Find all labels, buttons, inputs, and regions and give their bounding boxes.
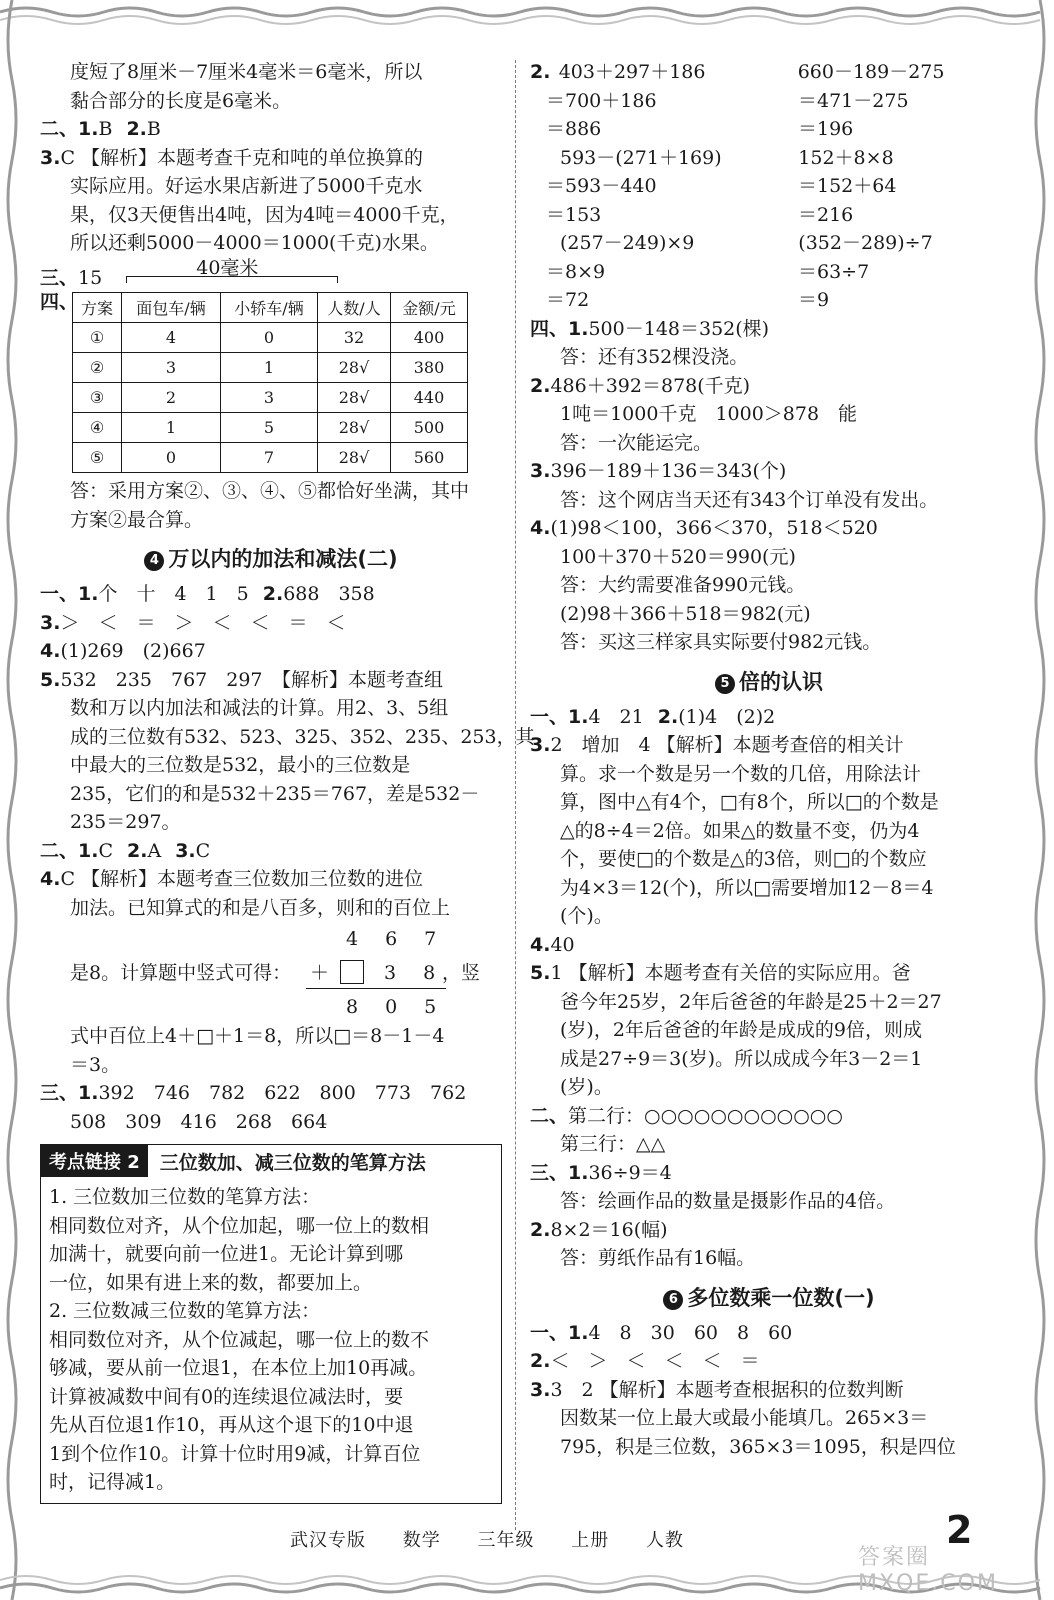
text-line: 1吨＝1000千克 1000＞878 能 bbox=[560, 403, 858, 425]
answer-line: 答：剪纸作品有16幅。 bbox=[560, 1247, 756, 1269]
table-row: ③ 2 3 28√ 440 bbox=[73, 383, 468, 413]
question-line: 5.1 【解析】本题考查有关倍的实际应用。爸 bbox=[530, 962, 911, 984]
text-line: 时，记得减1。 bbox=[49, 1471, 176, 1493]
section-title: 4 万以内的加法和减法(二) bbox=[40, 540, 502, 578]
calc-row: ＝886 ＝196 bbox=[546, 118, 854, 140]
footer-subject: 数学 bbox=[402, 1530, 441, 1551]
decorative-border-left bbox=[0, 0, 26, 1600]
text-line: 所以还剩5000－4000＝1000(千克)水果。 bbox=[70, 232, 439, 254]
text-line: 算。求一个数是另一个数的几倍，用除法计 bbox=[560, 762, 922, 785]
table-header: 金额/元 bbox=[391, 293, 468, 323]
decorative-border-top bbox=[0, 0, 1054, 30]
text-line: 计算被减数中间有0的连续退位减法时，要 bbox=[49, 1385, 404, 1408]
question-line: 3.＞ ＜ ＝ ＞ ＜ ＜ ＝ ＜ bbox=[40, 611, 346, 634]
text-line: 先从百位退1作10，再从这个退下的10中退 bbox=[49, 1414, 414, 1436]
question-line: 三、15 40毫米 bbox=[40, 258, 502, 293]
text-line: 相同数位对齐，从个位加起，哪一位上的数相 bbox=[49, 1214, 430, 1237]
question-line: 5.532 235 767 297 【解析】本题考查组 bbox=[40, 668, 444, 691]
question-line: 3.3 2 【解析】本题考查根据积的位数判断 bbox=[530, 1378, 904, 1401]
table-row: ② 3 1 28√ 380 bbox=[73, 353, 468, 383]
text-line: (2)98＋366＋518＝982(元) bbox=[560, 602, 811, 625]
text-line: (个)。 bbox=[560, 905, 613, 927]
answer-line: 答：这个网店当天还有343个订单没有发出。 bbox=[560, 488, 939, 511]
page-footer bbox=[290, 1526, 714, 1552]
measurement-bracket: 40毫米 bbox=[126, 258, 346, 284]
text-line: 算，图中△有4个，□有8个，所以□的个数是 bbox=[560, 791, 939, 813]
answer-line: 方案②最合算。 bbox=[70, 508, 204, 531]
vertical-calculation: 4 6 7 是8。计算题中竖式可得： ＋ 3 8 ，竖 8 0 5 bbox=[70, 928, 481, 1018]
key-point-tag: 考点链接 2 bbox=[41, 1145, 148, 1177]
footer-volume: 上册 bbox=[571, 1530, 610, 1551]
text-line: 795，积是三位数，365×3＝1095，积是四位 bbox=[560, 1435, 956, 1458]
answer-line: 答：采用方案②、③、④、⑤都恰好坐满，其中 bbox=[70, 480, 470, 502]
key-point-title: 三位数加、减三位数的笔算方法 bbox=[159, 1151, 426, 1174]
text-line: 度短了8厘米－7厘米4毫米＝6毫米，所以 bbox=[70, 61, 423, 83]
text-line: 235，它们的和是532＋235＝767，差是532－ bbox=[70, 782, 480, 805]
question-line: 二、1.B 2.B bbox=[40, 118, 161, 140]
question-line: 一、1.4 21 2.(1)4 (2)2 bbox=[530, 705, 776, 728]
question-line: 3.2 增加 4 【解析】本题考查倍的相关计 bbox=[530, 734, 904, 756]
sum-line bbox=[306, 988, 446, 989]
text-line: 508 309 416 268 664 bbox=[70, 1110, 328, 1133]
calc-row: 593－(271＋169) 152＋8×8 bbox=[560, 146, 894, 169]
table-row: ⑤ 0 7 28√ 560 bbox=[73, 443, 468, 473]
text-line: 数和万以内加法和减法的计算。用2、3、5组 bbox=[70, 697, 449, 719]
question-line: 一、1.4 8 30 60 8 60 bbox=[530, 1321, 793, 1344]
footer-grade: 三年级 bbox=[477, 1530, 535, 1551]
key-point-header bbox=[41, 1145, 501, 1177]
answer-line: 答：买这三样家具实际要付982元钱。 bbox=[560, 631, 882, 653]
question-line: 三、1.392 746 782 622 800 773 762 bbox=[40, 1082, 467, 1104]
question-line: 四、1.500－148＝352(棵) bbox=[530, 317, 770, 340]
text-line: 1到个位作10。计算十位时用9减，计算百位 bbox=[49, 1442, 421, 1465]
answer-line: 答：一次能运完。 bbox=[560, 431, 713, 454]
table-header-row bbox=[73, 293, 468, 323]
calc-row: (257－249)×9 (352－289)÷7 bbox=[560, 232, 933, 254]
calc-row: ＝153 ＝216 bbox=[546, 203, 854, 226]
text-line: 爸今年25岁，2年后爸爸的年龄是25＋2＝27 bbox=[560, 990, 942, 1013]
text-line: 加法。已知算式的和是八百多，则和的百位上 bbox=[70, 896, 451, 919]
text-line: 为4×3＝12(个)，所以□需要增加12－8＝4 bbox=[560, 876, 934, 899]
text-line: 成是27÷9＝3(岁)。所以成成今年3－2＝1 bbox=[560, 1047, 923, 1070]
answer-line: 答：大约需要准备990元钱。 bbox=[560, 574, 806, 596]
footer-edition: 武汉专版 bbox=[290, 1530, 366, 1551]
plan-table-block: 四、 方案 面包车/辆 小轿车/辆 人数/人 金额/元 ① 4 0 32 400 ② 3 1 28√ 380 ③ 2 3 28√ 440 ④ 1 5 28√ 500 ⑤ 0 7 28√ 560 bbox=[40, 292, 502, 473]
text-line: 1. 三位数加三位数的笔算方法： bbox=[49, 1186, 321, 1208]
table-row: ① 4 0 32 400 bbox=[73, 323, 468, 353]
text-line: 一位，如果有进上来的数，都要加上。 bbox=[49, 1271, 373, 1294]
calc-row: ＝593－440 ＝152＋64 bbox=[546, 175, 897, 197]
question-line: 2.＜ ＞ ＜ ＜ ＜ ＝ bbox=[530, 1350, 760, 1372]
section-title: 5 倍的认识 bbox=[530, 663, 1008, 701]
footer-publisher: 人教 bbox=[645, 1530, 684, 1551]
answer-line: 答：还有352棵没浇。 bbox=[560, 346, 749, 368]
calc-row: 2. 403＋297＋186 660－189－275 bbox=[530, 61, 945, 83]
text-line: 中最大的三位数是532，最小的三位数是 bbox=[70, 754, 411, 776]
right-column bbox=[530, 58, 1008, 1461]
text-line: 2. 三位数减三位数的笔算方法： bbox=[49, 1300, 321, 1322]
question-line: 2.486＋392＝878(千克) bbox=[530, 374, 751, 397]
question-line: 三、1.36÷9＝4 bbox=[530, 1161, 672, 1184]
text-line: (岁)。 bbox=[560, 1076, 613, 1098]
question-line: 二、1.C 2.A 3.C bbox=[40, 839, 211, 862]
question-line: 4.(1)98＜100，366＜370，518＜520 bbox=[530, 517, 878, 539]
text-line: 个，要使□的个数是△的3倍，则□的个数应 bbox=[560, 848, 927, 870]
key-point-link-box bbox=[40, 1144, 502, 1504]
text-line: ＝3。 bbox=[70, 1053, 121, 1076]
text-line: 第三行：△△ bbox=[560, 1133, 666, 1155]
section-title: 6 多位数乘一位数(一) bbox=[530, 1279, 1008, 1317]
plan-table bbox=[72, 292, 468, 473]
page-number: 2 bbox=[946, 1508, 973, 1552]
text-line: 黏合部分的长度是6毫米。 bbox=[70, 89, 292, 112]
table-header: 人数/人 bbox=[318, 293, 391, 323]
text-line: △的8÷4＝2倍。如果△的数量不变，仍为4 bbox=[560, 819, 920, 842]
text-line: 成的三位数有532、523、325、352、235、253，其 bbox=[70, 725, 535, 748]
text-line: (岁)，2年后爸爸的年龄是成成的9倍，则成 bbox=[560, 1019, 923, 1041]
question-line: 3.C 【解析】本题考查千克和吨的单位换算的 bbox=[40, 146, 424, 169]
calc-row: ＝72 ＝9 bbox=[546, 289, 830, 311]
question-line: 二、第二行：○○○○○○○○○○○○ bbox=[530, 1104, 843, 1127]
left-column bbox=[40, 58, 535, 1504]
section-number-badge: 6 bbox=[663, 1290, 683, 1310]
calc-row: ＝8×9 ＝63÷7 bbox=[546, 260, 870, 283]
text-line: 100＋370＋520＝990(元) bbox=[560, 545, 796, 568]
question-line: 4.40 bbox=[530, 933, 575, 956]
question-line: 4.C 【解析】本题考查三位数加三位数的进位 bbox=[40, 868, 424, 890]
text-line: 因数某一位上最大或最小能填几。265×3＝ bbox=[560, 1407, 929, 1429]
table-header: 小轿车/辆 bbox=[221, 293, 318, 323]
question-line: 一、1.个 十 4 1 5 2.688 358 bbox=[40, 583, 375, 605]
answer-line: 答：绘画作品的数量是摄影作品的4倍。 bbox=[560, 1190, 896, 1212]
blank-box bbox=[340, 960, 364, 984]
question-line: 2.8×2＝16(幅) bbox=[530, 1218, 668, 1241]
table-header: 方案 bbox=[73, 293, 122, 323]
table-row: ④ 1 5 28√ 500 bbox=[73, 413, 468, 443]
text-line: 相同数位对齐，从个位减起，哪一位上的数不 bbox=[49, 1328, 430, 1351]
calc-row: ＝700＋186 ＝471－275 bbox=[546, 89, 909, 112]
question-line: 3.396－189＋136＝343(个) bbox=[530, 460, 787, 482]
text-line: 235＝297。 bbox=[70, 811, 181, 833]
watermark: 答案圈 MXQE.COM bbox=[858, 1545, 998, 1596]
text-line: 果，仅3天便售出4吨，因为4吨＝4000千克， bbox=[70, 203, 459, 226]
table-header: 面包车/辆 bbox=[122, 293, 221, 323]
section-number-badge: 4 bbox=[144, 551, 164, 571]
text-line: 加满十，就要向前一位进1。无论计算到哪 bbox=[49, 1243, 404, 1265]
question-line: 4.(1)269 (2)667 bbox=[40, 640, 206, 662]
text-line: 式中百位上4＋□＋1＝8，所以□＝8－1－4 bbox=[70, 1025, 445, 1047]
column-divider bbox=[515, 60, 516, 1530]
section-number-badge: 5 bbox=[715, 674, 735, 694]
decorative-border-right bbox=[1026, 0, 1052, 1600]
text-line: 实际应用。好运水果店新进了5000千克水 bbox=[70, 175, 423, 197]
text-line: 够减，要从前一位退1，在本位上加10再减。 bbox=[49, 1357, 428, 1379]
